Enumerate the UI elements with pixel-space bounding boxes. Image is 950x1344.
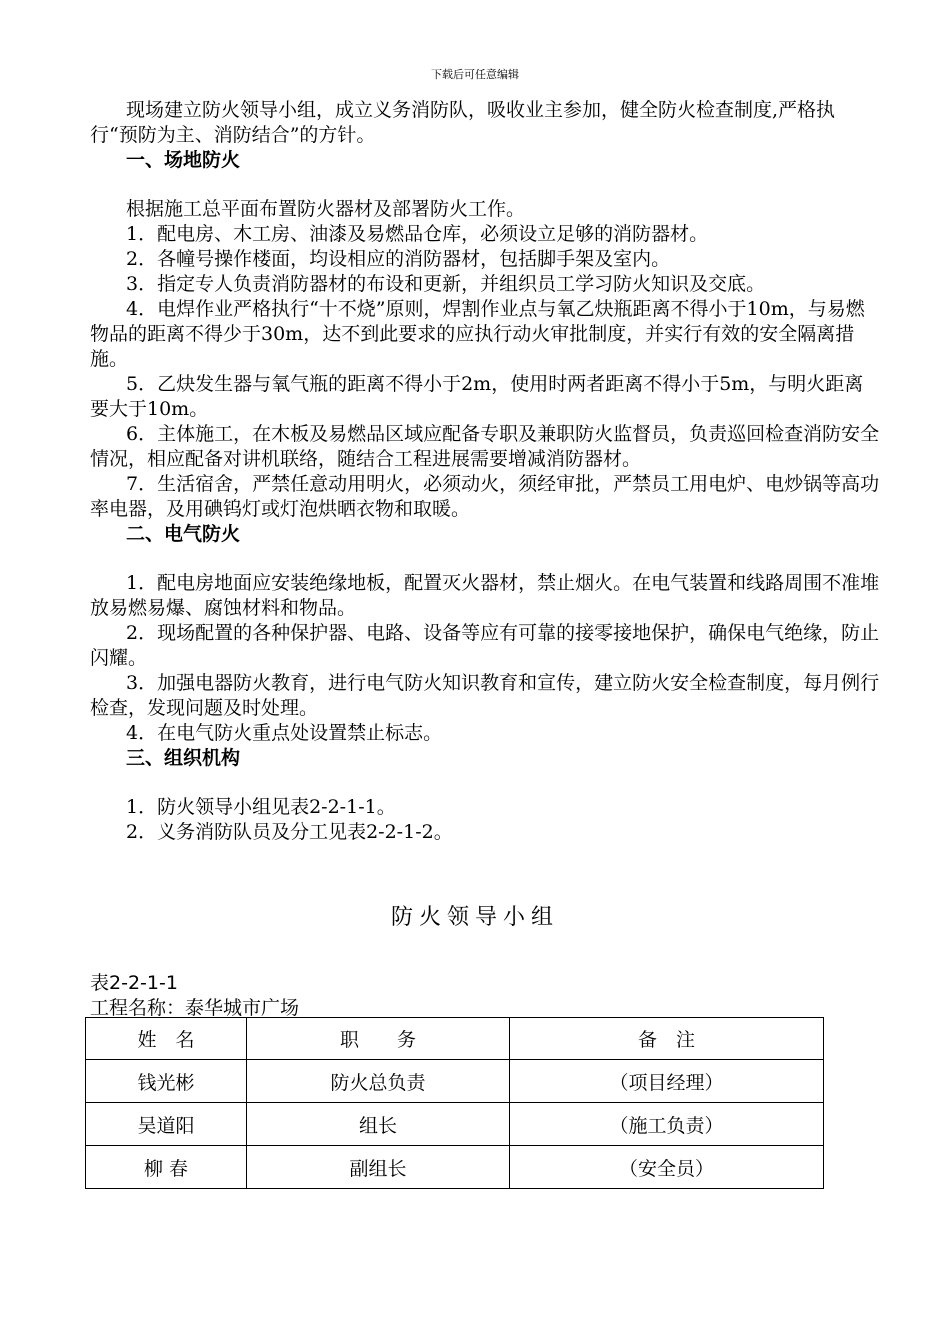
cell-remark: （施工负责） bbox=[510, 1103, 824, 1146]
section-heading: 二、电气防火 bbox=[126, 523, 241, 545]
intro-paragraph: 现场建立防火领导小组，成立义务消防队，吸收业主参加，健全防火检查制度,严格执行“预防为主、消防结合”的方针。 bbox=[90, 99, 836, 146]
column-header-remark: 备 注 bbox=[510, 1018, 824, 1060]
paragraph: 根据施工总平面布置防火器材及部署防火工作。 bbox=[126, 198, 526, 220]
paragraph: 1．配电房地面应安装绝缘地板，配置灭火器材，禁止烟火。在电气装置和线路周围不准堆放易燃易爆、腐蚀材料和物品。 bbox=[90, 572, 880, 619]
cell-name: 吴道阳 bbox=[86, 1103, 247, 1146]
document-body bbox=[90, 98, 880, 845]
cell-position: 组长 bbox=[247, 1103, 510, 1146]
paragraph: 6．主体施工，在木板及易燃品区域应配备专职及兼职防火监督员，负责巡回检查消防安全情况，相应配备对讲机联络，随结合工程进展需要增减消防器材。 bbox=[90, 423, 880, 470]
cell-remark: （安全员） bbox=[510, 1146, 824, 1189]
cell-position: 副组长 bbox=[247, 1146, 510, 1189]
paragraph: 2．义务消防队员及分工见表2-2-1-2。 bbox=[126, 821, 453, 843]
project-name: 工程名称：泰华城市广场 bbox=[90, 997, 300, 1019]
table-row bbox=[86, 1146, 824, 1189]
paragraph: 7．生活宿舍，严禁任意动用明火，必须动火，须经审批，严禁员工用电炉、电炒锅等高功率电器，及用碘钨灯或灯泡烘晒衣物和取暖。 bbox=[90, 473, 880, 520]
fire-leadership-table bbox=[85, 1017, 824, 1189]
paragraph: 2．现场配置的各种保护器、电路、设备等应有可靠的接零接地保护，确保电气绝缘，防止闪耀。 bbox=[90, 622, 880, 669]
paragraph: 3．加强电器防火教育，进行电气防火知识教育和宣传，建立防火安全检查制度，每月例行检查，发现问题及时处理。 bbox=[90, 672, 880, 719]
cell-name: 钱光彬 bbox=[86, 1060, 247, 1103]
table-title: 防火领导小组 bbox=[390, 905, 559, 930]
paragraph: 1．配电房、木工房、油漆及易燃品仓库，必须设立足够的消防器材。 bbox=[126, 223, 709, 245]
paragraph: 4．电焊作业严格执行“十不烧”原则，焊割作业点与氧乙炔瓶距离不得小于10m，与易燃物品的距离不得少于30m，达不到此要求的应执行动火审批制度，并实行有效的安全隔离措施。 bbox=[90, 298, 865, 370]
paragraph: 2．各幢号操作楼面，均设相应的消防器材，包括脚手架及室内。 bbox=[126, 248, 671, 270]
table-row bbox=[86, 1103, 824, 1146]
table-header-row bbox=[86, 1018, 824, 1060]
paragraph: 1．防火领导小组见表2-2-1-1。 bbox=[126, 796, 396, 818]
cell-position: 防火总负责 bbox=[247, 1060, 510, 1103]
table-number: 表2-2-1-1 bbox=[90, 972, 178, 994]
column-header-position: 职 务 bbox=[247, 1018, 510, 1060]
page-header: 下载后可任意编辑 bbox=[431, 68, 519, 81]
section-heading: 一、场地防火 bbox=[126, 149, 241, 171]
paragraph: 3．指定专人负责消防器材的布设和更新，并组织员工学习防火知识及交底。 bbox=[126, 273, 766, 295]
table-row bbox=[86, 1060, 824, 1103]
paragraph: 4．在电气防火重点处设置禁止标志。 bbox=[126, 722, 443, 744]
cell-remark: （项目经理） bbox=[510, 1060, 824, 1103]
cell-name: 柳 春 bbox=[86, 1146, 247, 1189]
section-heading: 三、组织机构 bbox=[126, 747, 241, 769]
column-header-name: 姓 名 bbox=[86, 1018, 247, 1060]
paragraph: 5．乙炔发生器与氧气瓶的距离不得小于2m，使用时两者距离不得小于5m，与明火距离要大于10m。 bbox=[90, 373, 864, 420]
